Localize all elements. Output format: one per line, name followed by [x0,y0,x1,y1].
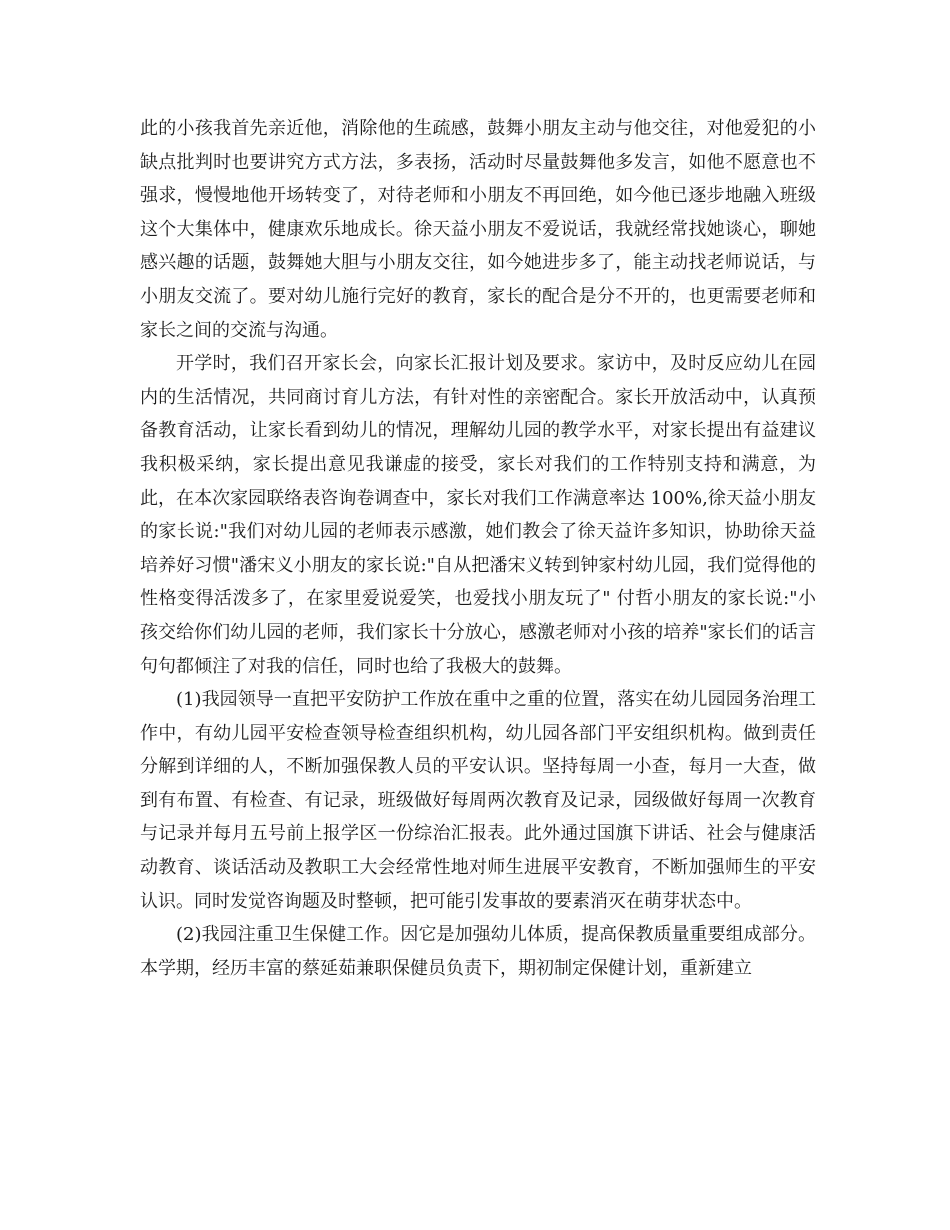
paragraph-3: (1)我园领导一直把平安防护工作放在重中之重的位置，落实在幼儿园园务治理工作中，有幼儿园平安检查领导检查组织机构，幼儿园各部门平安组织机构。做到责任分解到详细的人，不断加强保教人员的平安认识。坚持每周一小查，每月一大查，做到有布置、有检查、有记录，班级做好每周两次教育及记录，园级做好每周一次教育与记录并每月五号前上报学区一份综治汇报表。此外通过国旗下讲话、社会与健康活动教育、谈话活动及教职工大会经常性地对师生进展平安教育，不断加强师生的平安认识。同时发觉咨询题及时整顿，把可能引发事故的要素消灭在萌芽状态中。 [140,689,816,912]
document-body [140,112,816,985]
paragraph-4: (2)我园注重卫生保健工作。因它是加强幼儿体质，提高保教质量重要组成部分。本学期，经历丰富的蔡延茹兼职保健员负责下，期初制定保健计划，重新建立 [140,924,816,979]
paragraph-2: 开学时，我们召开家长会，向家长汇报计划及要求。家访中，及时反应幼儿在园内的生活情况，共同商讨育儿方法，有针对性的亲密配合。家长开放活动中，认真预备教育活动，让家长看到幼儿的情况，理解幼儿园的教学水平，对家长提出有益建议我积极采纳，家长提出意见我谦虚的接受，家长对我们的工作特别支持和满意，为此，在本次家园联络表咨询卷调查中，家长对我们工作满意率达 100%,徐天益小朋友的家长说:"我们对幼儿园的老师表示感激，她们教会了徐天益许多知识，协助徐天益培养好习惯"潘宋义小朋友的家长说:"自从把潘宋义转到钟家村幼儿园，我们觉得他的性格变得活泼多了，在家里爱说爱笑，也爱找小朋友玩了" 付哲小朋友的家长说:"小孩交给你们幼儿园的老师，我们家长十分放心，感激老师对小孩的培养"家长们的话言句句都倾注了对我的信任，同时也给了我极大的鼓舞。 [140,353,816,677]
paragraph-1: 此的小孩我首先亲近他，消除他的生疏感，鼓舞小朋友主动与他交往，对他爱犯的小缺点批判时也要讲究方式方法，多表扬，活动时尽量鼓舞他多发言，如他不愿意也不强求，慢慢地他开场转变了，对待老师和小朋友不再回绝，如今他已逐步地融入班级这个大集体中，健康欢乐地成长。徐天益小朋友不爱说话，我就经常找她谈心，聊她感兴趣的话题，鼓舞她大胆与小朋友交往，如今她进步多了，能主动找老师说话，与小朋友交流了。要对幼儿施行完好的教育，家长的配合是分不开的，也更需要老师和家长之间的交流与沟通。 [140,118,816,341]
